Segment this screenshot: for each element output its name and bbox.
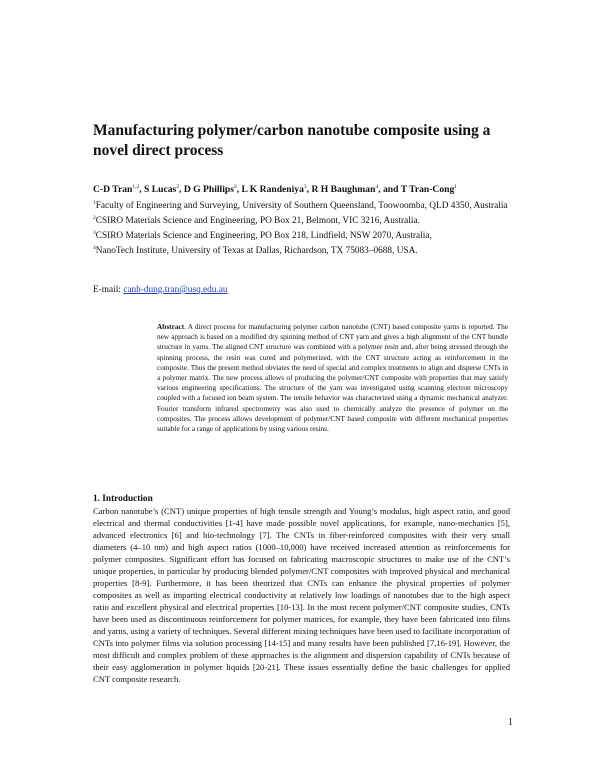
author-name: R H Baughman — [311, 184, 376, 196]
author-name: S Lucas — [144, 184, 177, 196]
paper-title: Manufacturing polymer/carbon nanotube composite using a novel direct process — [93, 122, 491, 159]
affiliation-number: 2 — [93, 215, 96, 222]
author-list — [93, 181, 533, 196]
section-heading-introduction: 1. Introduction — [93, 494, 153, 504]
affiliation — [93, 212, 523, 227]
abstract — [157, 322, 508, 434]
author-separator: , — [236, 184, 242, 196]
affiliation-text: Faculty of Engineering and Surveying, University of Southern Queensland, Toowoomba, QLD 4350, Australia — [95, 201, 508, 212]
affiliation-text: CSIRO Materials Science and Engineering, PO Box 218, Lindfield, NSW 2070, Australia, — [95, 231, 432, 242]
author-affiliation-mark: 1,2 — [132, 184, 140, 190]
affiliation-number: 1 — [93, 200, 96, 206]
affiliation — [93, 242, 523, 257]
author-affiliation-mark: 3 — [303, 184, 307, 190]
author-separator: , — [179, 184, 184, 196]
author-name: T Tran-Cong — [400, 184, 455, 196]
contact-email — [93, 284, 393, 296]
author-affiliation-mark: 2 — [176, 184, 180, 190]
affiliation — [93, 227, 523, 242]
author-name: C-D Tran — [93, 184, 133, 196]
affiliation-number: 3 — [93, 230, 96, 237]
page-number: 1 — [508, 717, 513, 728]
author-separator: , — [139, 184, 145, 196]
email-link[interactable]: canh-dung.tran@usq.edu.au — [123, 285, 228, 295]
author-name: D G Phillips — [183, 184, 234, 196]
affiliation-number: 4 — [93, 245, 96, 252]
abstract-label: Abstract — [157, 322, 185, 331]
author-name: L K Randeniya — [241, 184, 304, 196]
author-separator: , — [306, 184, 312, 196]
introduction-text: Carbon nanotube’s (CNT) unique properties of high tensile strength and Young’s modulus, high aspect ratio, and good electrical and thermal conductivities [1-4] have made possible novel applications, for example, nano-mechanics [5], advanced electronics [6] and bio-technology [7]. The CNTs in fiber-reinforced composites with their very small diameters (4–10 nm) and high aspect ratios (1000–10,000) have received increased attention as reinforcements for polymer composites. Significant effort has focused on fabricating macroscopic structures to make use of the CNT’s unique properties, in particular by producing blended polymer/CNT composites with improved physical and mechanical properties [8-9]. Furthermore, it has been theorized that CNTs can enhance the physical properties of polymer composites as well as imparting electrical conductivity at relatively low loadings of nanotubes due to the high aspect ratio and excellent physical and electrical properties [10-13]. In the most recent polymer/CNT composite studies, CNTs have been used as discontinuous reinforcement for polymer matrices, for example, they have been fabricated into films and yarns, using a variety of techniques. Several different mixing techniques have been used to facilitate incorporation of CNTs into polymer films via solution processing [14-15] and many results have been published [7,16-19]. However, the most difficult and complex problem of these approaches is the alignment and dispersion capability of CNTs because of their easy agglomeration in polymer liquids [20-21]. These issues essentially define the basic challenges for applied CNT composite research. — [93, 506, 510, 684]
author-affiliation-mark: 1 — [454, 184, 458, 190]
author-affiliation-mark: 4 — [375, 184, 379, 190]
abstract-text: . A direct process for manufacturing polymer carbon nanotube (CNT) based composite yarns is reported. The new approach is based on a modified dry spinning method of CNT yarn and gives a high alignment of the CNT bundle structure in yarns. The aligned CNT structure was combined with a polymer resin and, after being stressed through the spinning process, the resin was cured and polymerized, with the CNT structure acting as reinforcement in the composite. Thus the present method obviates the need of special and complex treatments to align and disperse CNTs in a polymer matrix. The new process allows of producing the polymer/CNT composite with properties that may satisfy various engineering specifications. The structure of the yarn was investigated using scanning electron microscopy coupled with a focused ion beam system. The tensile behavior was characterized using a dynamic mechanical analyzer. Fourier transform infrared spectrometry was also used to chemically analyze the presence of polymer on the composites. The process allows development of polymer/CNT based composite with different mechanical properties suitable for a range of applications by using various resins. — [157, 322, 508, 434]
affiliation-list — [93, 197, 523, 257]
author-separator: , and — [378, 184, 401, 196]
author-affiliation-mark: 2 — [233, 184, 237, 190]
affiliation-text: NanoTech Institute, University of Texas at Dallas, Richardson, TX 75083–0688, USA. — [95, 246, 418, 257]
email-label: E-mail: — [93, 285, 121, 295]
affiliation — [93, 197, 523, 212]
affiliation-text: CSIRO Materials Science and Engineering, PO Box 21, Belmont, VIC 3216, Australia. — [95, 216, 420, 227]
